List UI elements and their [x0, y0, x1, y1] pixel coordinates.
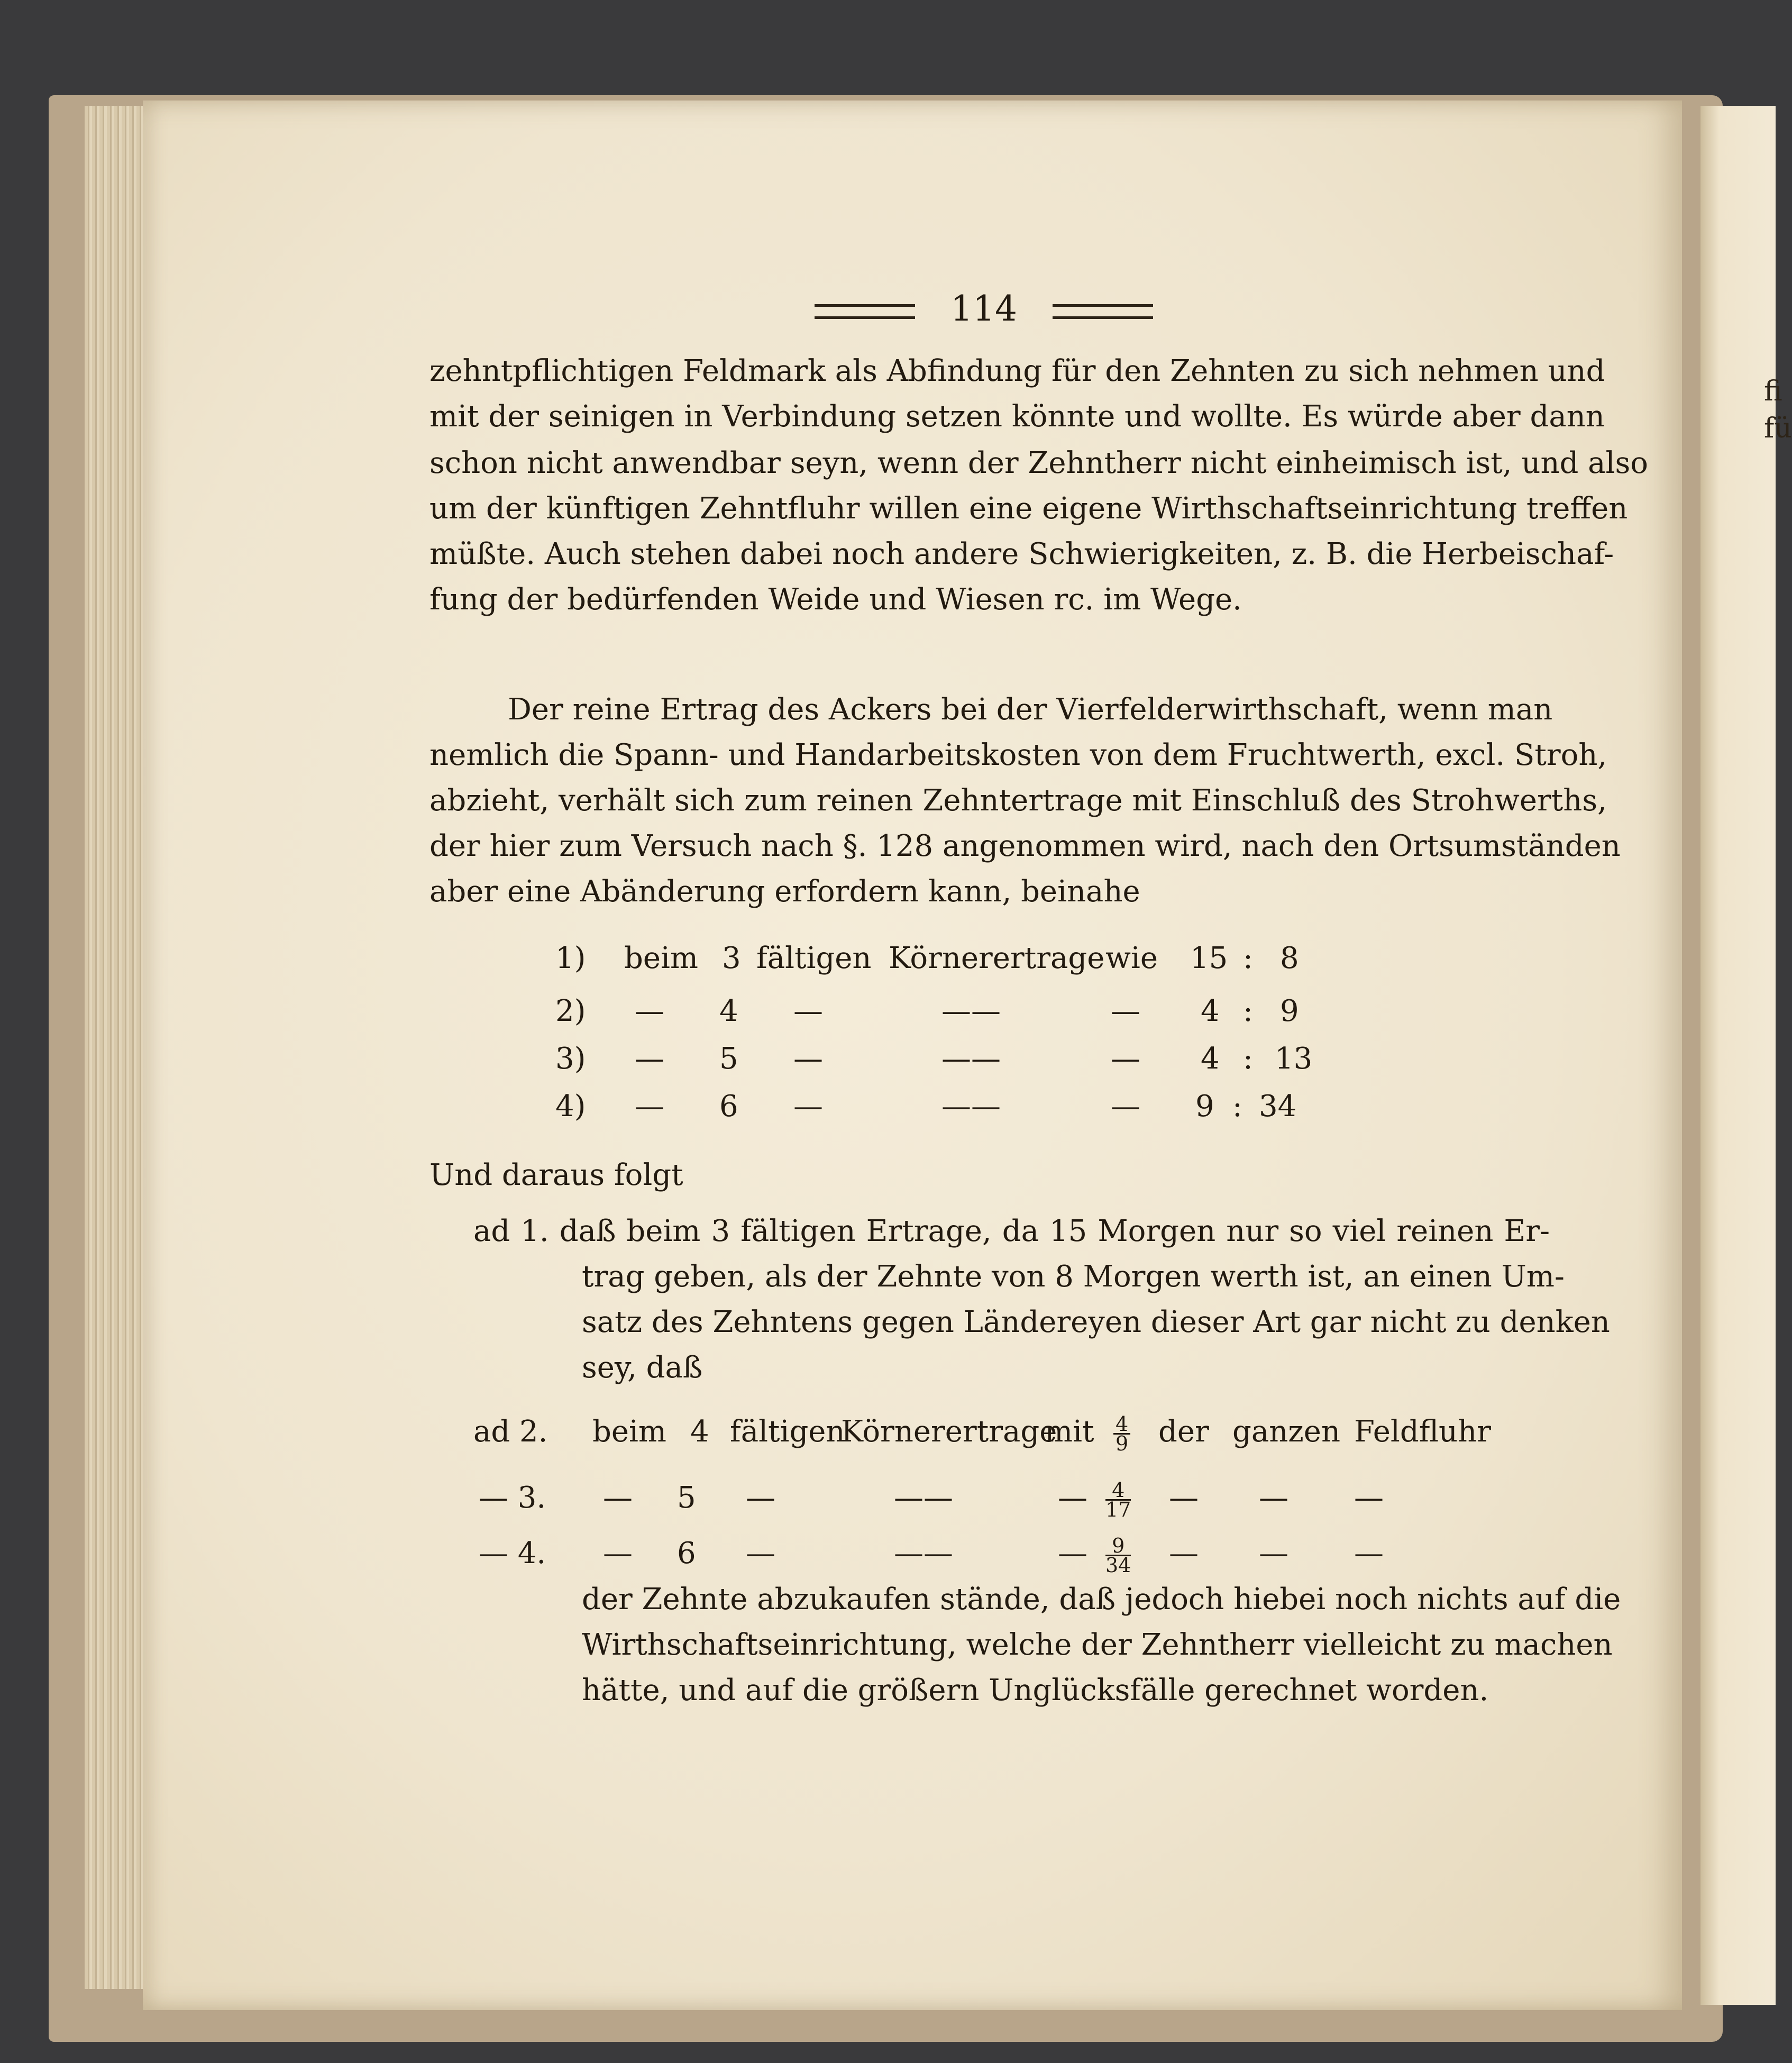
cell-beim: beim	[624, 941, 698, 975]
fraction	[1113, 1412, 1130, 1455]
text-line: zehntpflichtigen Feldmark als Abfindung für den Zehnten zu sich nehmen und	[429, 354, 1605, 388]
cell-ganzen: ganzen	[1232, 1414, 1341, 1449]
ratio-a: 15	[1190, 941, 1228, 975]
row-label: ad 2.	[473, 1414, 548, 1449]
cell-fraction	[1105, 1476, 1131, 1520]
cell-koernerertrage: Körnerertrage	[889, 941, 1105, 975]
fraction-denominator: 17	[1105, 1498, 1131, 1521]
cell-feldfluhr: Feldfluhr	[1354, 1414, 1491, 1449]
ratio-b: 13	[1275, 1042, 1313, 1076]
row-label: — 3.	[479, 1481, 546, 1515]
row-number: 3)	[555, 1042, 586, 1076]
cell-der: —	[1169, 1536, 1199, 1571]
cell-faeltigen: —	[746, 1536, 775, 1571]
ratio-b: 34	[1259, 1089, 1297, 1124]
text-line: fung der bedürfenden Weide und Wiesen rc. im Wege.	[429, 582, 1242, 617]
text-line: trag geben, als der Zehnte von 8 Morgen werth ist, an einen Um-	[582, 1259, 1565, 1294]
row-number: 1)	[555, 941, 586, 975]
cell-faeltigen: fältigen	[756, 941, 872, 975]
cell-factor: 4	[719, 994, 738, 1028]
text-line: Wirthschaftseinrichtung, welche der Zehntherr vielleicht zu machen	[582, 1628, 1613, 1662]
cell-beim: —	[635, 1042, 664, 1076]
fraction-numerator: 4	[1113, 1415, 1130, 1435]
ratio-a: 9	[1195, 1089, 1214, 1124]
cell-der: —	[1169, 1481, 1199, 1515]
cell-faeltigen: —	[746, 1481, 775, 1515]
fraction-numerator: 4	[1105, 1481, 1131, 1501]
fraction-numerator: 9	[1105, 1537, 1131, 1556]
cell-factor: 6	[719, 1089, 738, 1124]
text-line: abzieht, verhält sich zum reinen Zehntertrage mit Einschluß des Strohwerths,	[429, 783, 1607, 818]
cell-koernerertrage: Körnerertrage	[841, 1414, 1057, 1449]
text-line: der Zehnte abzukaufen stände, daß jedoch hiebei noch nichts auf die	[582, 1582, 1621, 1617]
text-line: sey, daß	[582, 1350, 703, 1385]
cell-faeltigen: —	[793, 994, 823, 1028]
cell-wie: —	[1111, 994, 1140, 1028]
cell-mit: —	[1058, 1536, 1087, 1571]
cell-beim: —	[603, 1536, 633, 1571]
cell-feldfluhr: —	[1354, 1481, 1384, 1515]
text-line: Und daraus folgt	[429, 1158, 683, 1192]
ratio-colon: :	[1232, 1089, 1242, 1124]
cell-faeltigen: —	[793, 1089, 823, 1124]
text-line: satz des Zehntens gegen Ländereyen dieser Art gar nicht zu denken	[582, 1305, 1610, 1339]
fraction-denominator: 34	[1105, 1554, 1131, 1577]
text-line: um der künftigen Zehntfluhr willen eine eigene Wirthschaftseinrichtung treffen	[429, 491, 1628, 526]
cell-beim: —	[635, 1089, 664, 1124]
text-line: mit der seinigen in Verbindung setzen könnte und wollte. Es würde aber dann	[429, 399, 1605, 434]
cell-fraction	[1105, 1531, 1131, 1576]
cell-feldfluhr: —	[1354, 1536, 1384, 1571]
ratio-colon: :	[1243, 1042, 1253, 1076]
ratio-colon: :	[1243, 994, 1253, 1028]
text-line: müßte. Auch stehen dabei noch andere Schwierigkeiten, z. B. die Herbeischaf-	[429, 537, 1614, 571]
cell-factor: 6	[677, 1536, 696, 1571]
ratio-a: 4	[1201, 1042, 1220, 1076]
text-line: der hier zum Versuch nach §. 128 angenommen wird, nach den Ortsumständen	[429, 829, 1621, 863]
cell-beim: —	[603, 1481, 633, 1515]
ratio-b: 9	[1280, 994, 1299, 1028]
page-number: 114	[950, 288, 1017, 329]
cell-factor: 5	[719, 1042, 738, 1076]
cell-factor: 5	[677, 1481, 696, 1515]
cell-beim: beim	[592, 1414, 666, 1449]
fraction	[1105, 1534, 1131, 1577]
fraction-denominator: 9	[1116, 1432, 1129, 1455]
cell-wie: —	[1111, 1089, 1140, 1124]
cell-koernerertrage: ——	[894, 1536, 953, 1571]
facing-page-text: fi	[1764, 376, 1782, 407]
text-line: schon nicht anwendbar seyn, wenn der Zehntherr nicht einheimisch ist, und also	[429, 446, 1648, 480]
facing-page-text: fü	[1764, 413, 1792, 444]
text-line: hätte, und auf die größern Unglücksfälle gerechnet worden.	[582, 1673, 1489, 1708]
ratio-a: 4	[1201, 994, 1220, 1028]
fraction	[1105, 1478, 1131, 1521]
page-header	[815, 288, 1153, 331]
cell-koernerertrage: ——	[941, 1042, 1001, 1076]
cell-ganzen: —	[1259, 1536, 1288, 1571]
cell-faeltigen: —	[793, 1042, 823, 1076]
ratio-b: 8	[1280, 941, 1299, 975]
cell-der: der	[1158, 1414, 1209, 1449]
cell-fraction	[1113, 1410, 1130, 1454]
cell-beim: —	[635, 994, 664, 1028]
cell-koernerertrage: ——	[941, 1089, 1001, 1124]
cell-faeltigen: fältigen	[730, 1414, 845, 1449]
row-number: 4)	[555, 1089, 586, 1124]
cell-mit: mit	[1045, 1414, 1094, 1449]
cell-ganzen: —	[1259, 1481, 1288, 1515]
text-line: aber eine Abänderung erfordern kann, beinahe	[429, 874, 1140, 909]
text-line: nemlich die Spann- und Handarbeitskosten von dem Fruchtwerth, excl. Stroh,	[429, 738, 1607, 772]
cell-koernerertrage: ——	[941, 994, 1001, 1028]
text-line: Der reine Ertrag des Ackers bei der Vierfelderwirthschaft, wenn man	[508, 692, 1553, 727]
text-line: ad 1. daß beim 3 fältigen Ertrage, da 15 Morgen nur so viel reinen Er-	[473, 1214, 1550, 1248]
cell-factor: 3	[722, 941, 741, 975]
facing-page-edge	[1700, 106, 1792, 2005]
cell-factor: 4	[690, 1414, 709, 1449]
cell-koernerertrage: ——	[894, 1481, 953, 1515]
cell-wie: —	[1111, 1042, 1140, 1076]
header-rule-right	[1053, 304, 1153, 319]
ratio-colon: :	[1243, 941, 1253, 975]
cell-mit: —	[1058, 1481, 1087, 1515]
row-number: 2)	[555, 994, 586, 1028]
row-label: — 4.	[479, 1536, 546, 1571]
cell-wie: wie	[1105, 941, 1158, 975]
